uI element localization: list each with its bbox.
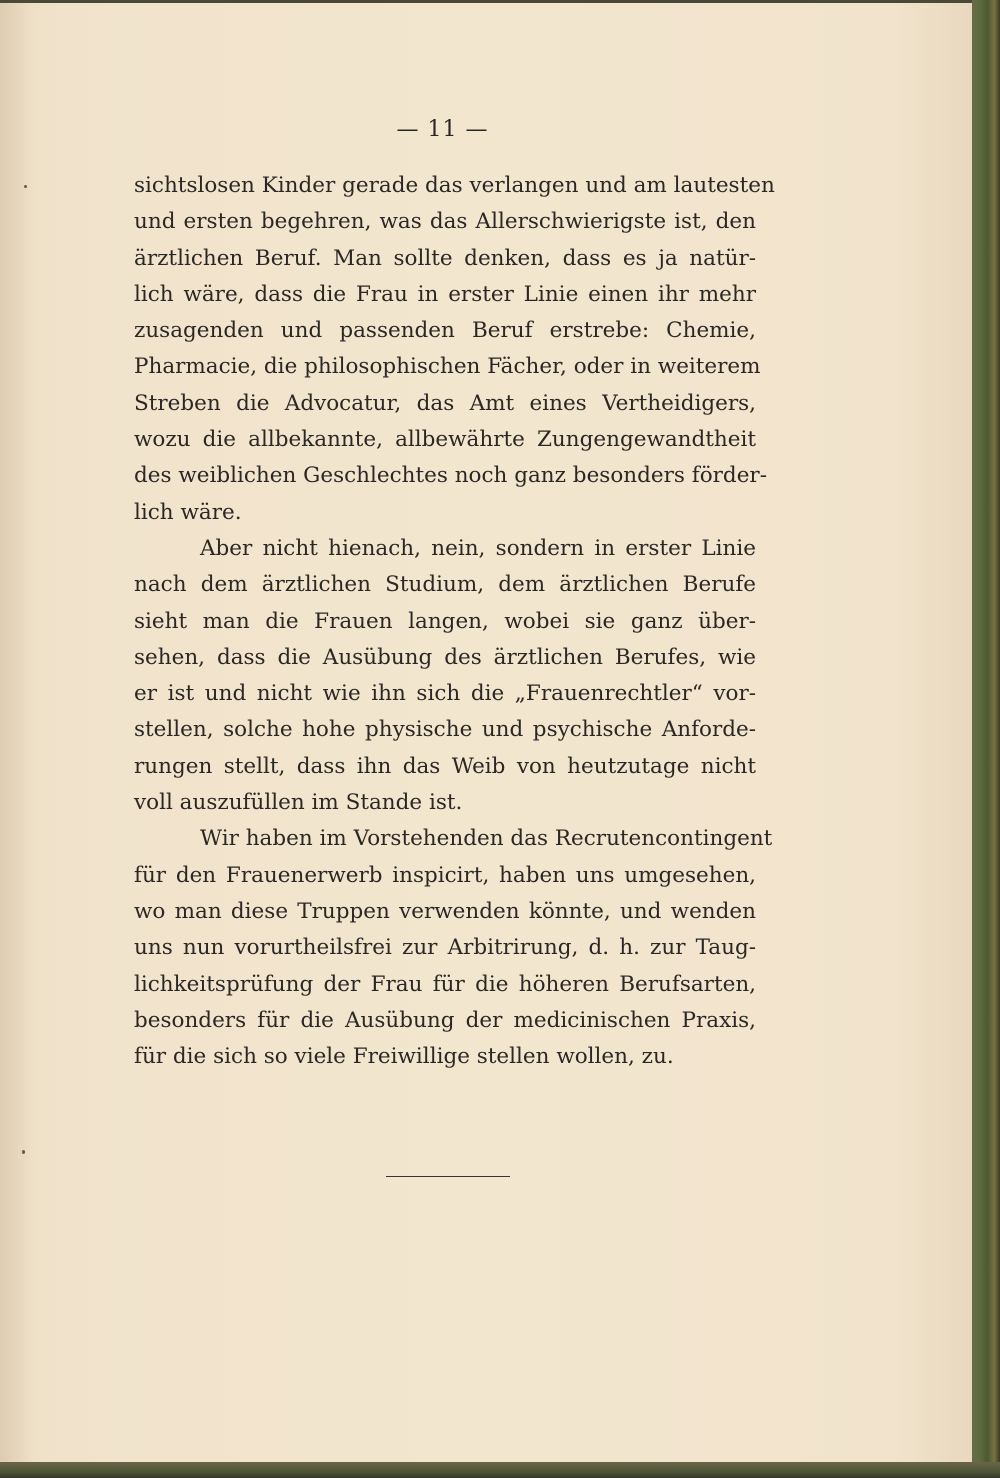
text-line: sichtslosen Kinder gerade das verlangen und am lautesten — [134, 173, 775, 198]
text-line: Pharmacie, die philosophischen Fächer, oder in weiterem — [134, 354, 761, 380]
text-line: sieht man die Frauen langen, wobei sie ganz über- — [134, 608, 756, 634]
text-line: Aber nicht hienach, nein, sondern in erster Linie — [200, 535, 756, 561]
text-line: er ist und nicht wie ihn sich die „Frauenrechtler“ vor- — [134, 681, 756, 707]
text-line: ärztlichen Beruf. Man sollte denken, dass es ja natür- — [134, 245, 756, 271]
text-line: nach dem ärztlichen Studium, dem ärztlichen Berufe — [134, 572, 756, 598]
text-line: Wir haben im Vorstehenden das Recrutencontingent — [200, 826, 773, 852]
text-line: für den Frauenerwerb inspicirt, haben uns umgesehen, — [134, 862, 756, 888]
end-divider-rule — [386, 1176, 510, 1177]
text-line: Streben die Advocatur, das Amt eines Vertheidigers, — [134, 390, 756, 416]
book-binding-bottom — [0, 1462, 1000, 1478]
text-line: besonders für die Ausübung der medicinischen Praxis, — [134, 1007, 756, 1033]
text-line: wo man diese Truppen verwenden könnte, und wenden — [134, 898, 756, 924]
book-binding-edge — [972, 0, 1000, 1478]
text-line: lichkeitsprüfung der Frau für die höheren Berufsarten, — [134, 971, 756, 997]
text-line: zusagenden und passenden Beruf erstrebe: Chemie, — [134, 318, 756, 344]
text-line: sehen, dass die Ausübung des ärztlichen Berufes, wie — [134, 644, 756, 670]
text-line: für die sich so viele Freiwillige stellen wollen, zu. — [134, 1044, 674, 1070]
text-line: des weiblichen Geschlechtes noch ganz besonders förder- — [134, 463, 767, 489]
text-line: rungen stellt, dass ihn das Weib von heutzutage nicht — [134, 753, 756, 779]
page-top-edge — [0, 0, 972, 3]
paper-speck — [24, 185, 27, 188]
text-line: uns nun vorurtheilsfrei zur Arbitrirung, d. h. zur Taug- — [134, 935, 756, 961]
text-line: lich wäre. — [134, 499, 242, 525]
page-number: — 11 — — [396, 117, 489, 142]
paper-speck — [22, 1150, 25, 1154]
text-line: wozu die allbekannte, allbewährte Zungengewandtheit — [134, 427, 756, 453]
text-line: voll auszufüllen im Stande ist. — [134, 790, 463, 816]
text-line: und ersten begehren, was das Allerschwierigste ist, den — [134, 209, 756, 235]
body-text — [134, 168, 775, 1075]
text-line: lich wäre, dass die Frau in erster Linie einen ihr mehr — [134, 281, 756, 307]
text-line: stellen, solche hohe physische und psychische Anforde- — [134, 717, 756, 743]
